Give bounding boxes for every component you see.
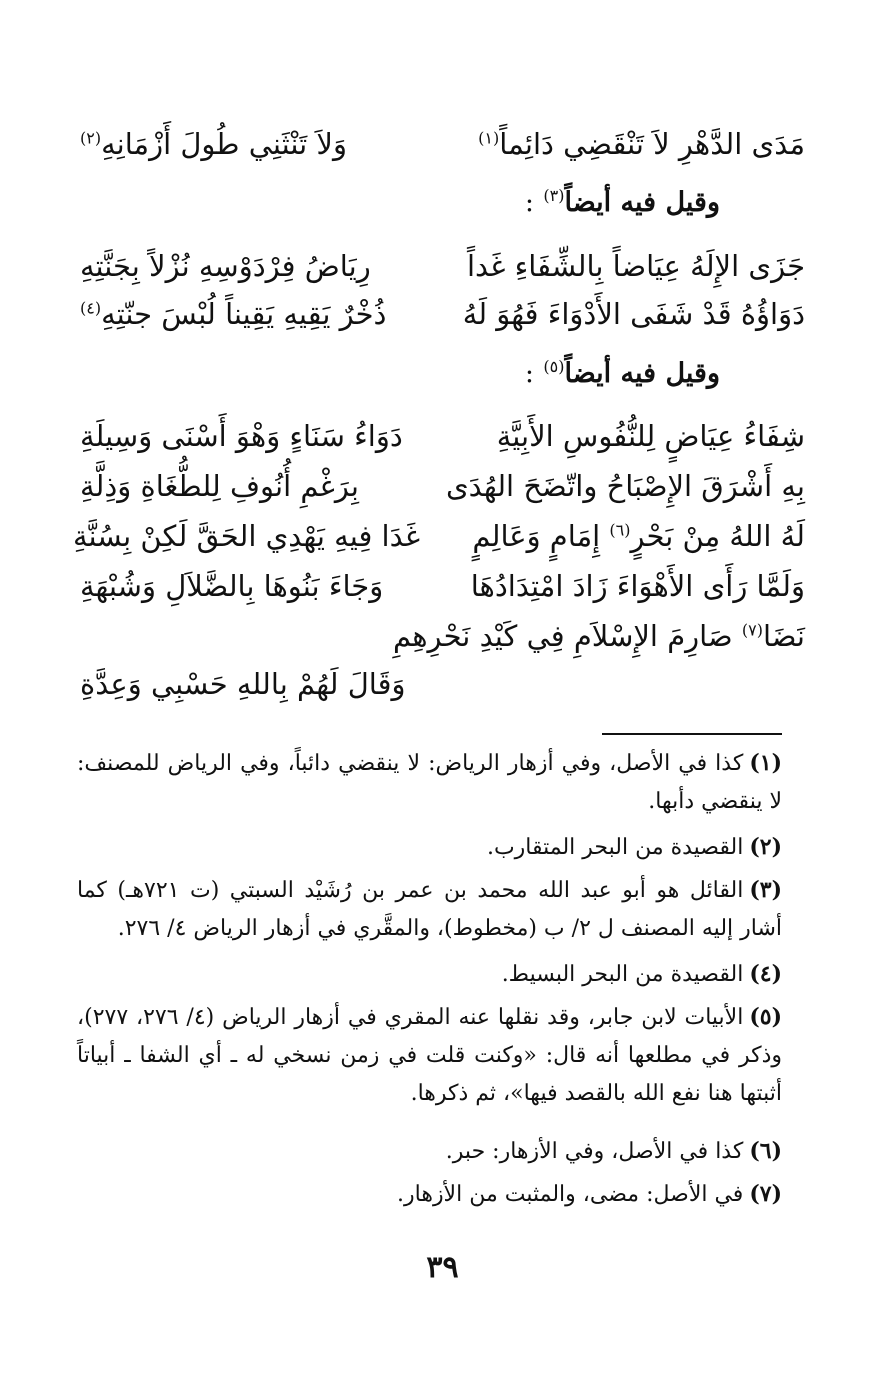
- footnote-ref[interactable]: (٧): [741, 620, 763, 640]
- footnote-text: كذا في الأصل، وفي أزهار الرياض: لا ينقضي دائباً، وفي الرياض للمصنف: لا ينقضي دأبها.: [77, 751, 782, 814]
- verse-second-hemistich: وَلاَ تَنْثَنِي طُولَ أَزْمَانِهِ$^{(٢)}$: [80, 127, 347, 161]
- verse-first-hemistich: وَلَمَّا رَأَى الأَهْوَاءَ زَادَ امْتِدَادُهَا: [470, 569, 805, 603]
- footnote-number: (٢): [749, 834, 782, 860]
- footnote-text: في الأصل: مضى، والمثبت من الأزهار.: [397, 1182, 744, 1207]
- verse-first-hemistich: نَضَا$^{(٧)}$ صَارِمَ الإِسْلاَمِ فِي كَيْدِ نَحْرِهِمِ: [392, 619, 805, 653]
- verse-line: [80, 240, 805, 292]
- verse-first-hemistich: جَزَى الإِلَهُ عِيَاضاً بِالشِّفَاءِ غَداً: [466, 249, 805, 283]
- verse-line: [80, 288, 805, 340]
- footnote-number: (٤): [749, 961, 782, 987]
- footnote-5: [77, 998, 782, 1113]
- footnote-ref[interactable]: (٣): [543, 186, 565, 205]
- verse-second-hemistich: وَجَاءَ بَنُوهَا بِالضَّلاَلِ وَشُبْهَةِ: [80, 569, 384, 603]
- footnote-4: [77, 955, 782, 994]
- footnote-ref[interactable]: (١): [478, 128, 500, 148]
- verse-second-hemistich: وَقَالَ لَهُمْ بِاللهِ حَسْبِي وَعِدَّةِ: [80, 667, 406, 701]
- footnote-number: (٥): [749, 1004, 783, 1030]
- footnote-text: القائل هو أبو عبد الله محمد بن عمر بن رُشَيْد السبتي (ت ٧٢١هـ) كما أشار إليه المصنف ل ٢/ ب (مخطوط)، والمقَّري في أزهار الرياض ٤/ ٢٧٦.: [77, 878, 782, 941]
- footnote-number: (٣): [749, 877, 782, 903]
- footnote-ref[interactable]: (٢): [80, 128, 102, 148]
- footnote-ref[interactable]: (٦): [609, 520, 631, 540]
- footnote-text: الأبيات لابن جابر، وقد نقلها عنه المقري في أزهار الرياض (٤/ ٢٧٦، ٢٧٧)، وذكر في مطلعها أنه قال: «وكنت قلت في زمن نسخي له ـ أي الشفا ـ أبياتاً أثبتها هنا نفع الله بالقصد فيها»، ثم ذكرها.: [77, 1005, 782, 1106]
- footnote-text: كذا في الأصل، وفي الأزهار: حبر.: [445, 1139, 744, 1164]
- verse-line: [80, 658, 805, 710]
- verse-first-hemistich: شِفَاءُ عِيَاضٍ لِلنُّفُوسِ الأَبِيَّةِ: [496, 419, 805, 453]
- footnote-number: (١): [749, 750, 782, 776]
- footnote-separator: [602, 733, 782, 735]
- section-heading: وقيل فيه أيضاً$^{(٣)}$ :: [524, 186, 720, 218]
- footnote-3: [77, 871, 782, 948]
- verse-second-hemistich: بِرَغْمِ أُنُوفِ لِلطُّغَاةِ وَذِلَّةِ: [80, 469, 359, 503]
- footnote-7: [77, 1175, 782, 1214]
- verse-second-hemistich: رِيَاضُ فِرْدَوْسِهِ نُزْلاً بِجَنَّتِهِ: [80, 249, 371, 283]
- footnote-1: [77, 744, 782, 821]
- verse-first-hemistich: لَهُ اللهُ مِنْ بَحْرٍ$^{(٦)}$ إِمَامٍ وَعَالِمٍ: [472, 519, 805, 553]
- verse-first-hemistich: بِهِ أَشْرَقَ الإِصْبَاحُ واتّضَحَ الهُدَى: [445, 469, 805, 503]
- footnote-number: (٧): [749, 1181, 782, 1207]
- verse-first-hemistich: مَدَى الدَّهْرِ لاَ تَنْقَضِي دَائِماً$^{(١)}$: [478, 127, 805, 161]
- verse-second-hemistich: غَدَا فِيهِ يَهْدِي الحَقَّ لَكِنْ بِسُنَّةِ: [72, 519, 420, 553]
- footnote-text: القصيدة من البحر المتقارب.: [486, 835, 744, 860]
- footnote-6: [77, 1132, 782, 1171]
- verse-second-hemistich: ذُخْرٌ يَقِيهِ يَقِيناً لُبْسَ جنّتِهِ$^{(٤)}$: [80, 297, 387, 331]
- footnote-ref[interactable]: (٤): [80, 298, 102, 318]
- verse-line: [80, 460, 805, 512]
- footnote-2: [77, 828, 782, 867]
- verse-second-hemistich: دَوَاءُ سَنَاءٍ وَهْوَ أَسْنَى وَسِيلَةِ: [80, 419, 403, 453]
- verse-line: [80, 118, 805, 170]
- footnote-ref[interactable]: (٥): [543, 357, 565, 376]
- verse-line: [80, 610, 805, 662]
- section-heading: وقيل فيه أيضاً$^{(٥)}$ :: [524, 357, 720, 389]
- verse-line: [72, 510, 805, 562]
- footnote-number: (٦): [749, 1138, 782, 1164]
- verse-first-hemistich: دَوَاؤُهُ قَدْ شَفَى الأَدْوَاءَ فَهُوَ لَهُ: [462, 297, 805, 331]
- footnote-text: القصيدة من البحر البسيط.: [501, 962, 744, 987]
- verse-line: [80, 410, 805, 462]
- verse-line: [80, 560, 805, 612]
- page-number: ٣٩: [426, 1250, 459, 1285]
